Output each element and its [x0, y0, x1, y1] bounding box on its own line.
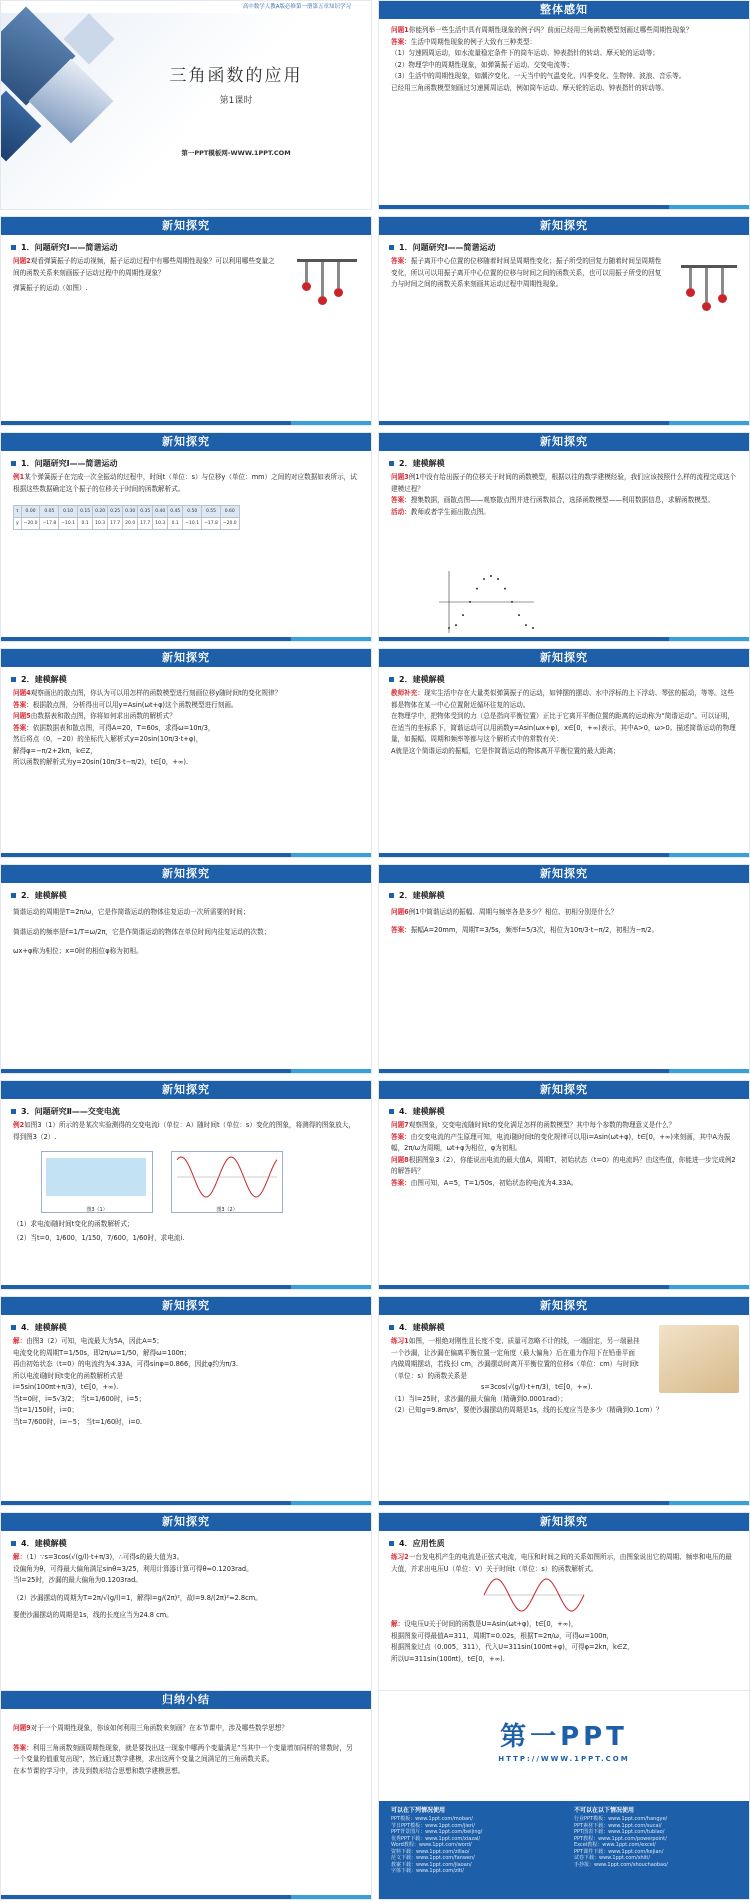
resource-link[interactable]: PPT图表下载：www.1ppt.com/tubiao/	[574, 1829, 665, 1835]
slide-header: 新知探究	[1, 865, 371, 883]
figure-3-2-caption: 图3（2）	[216, 1207, 238, 1213]
phase-definition: ωx+φ称为相位；x=0时的相位φ称为初相。	[13, 947, 143, 955]
section-square-icon	[389, 893, 394, 898]
slide-header: 新知探究	[1, 649, 371, 667]
logo-text: 第一PPT	[500, 1722, 628, 1752]
exercise-1-q2: （2）已知g=9.8m/s²，要使沙漏摆动的周期是1s，线的长度应当是多少（精确到0.1cm）？	[391, 1406, 663, 1414]
site-caption: 第一PPT模板网-WWW.1PPT.COM	[181, 149, 291, 157]
example-1-slide[interactable]	[0, 432, 372, 642]
spring-caption: 弹簧振子的运动（如图）.	[13, 284, 88, 292]
resource-link[interactable]: Word教程：www.1ppt.com/word/	[391, 1842, 472, 1848]
question-6: 问题6例1中简谐运动的振幅、周期与频率各是多少？相位、初相分别是什么？	[391, 908, 618, 916]
exercise-1: 练习1如图，一根绝对刚性且长度不变、质量可忽略不计的线，一端固定，另一端悬挂一个沙漏，让沙漏在偏离平衡位置一定角度（最大偏角）后在重力作用下在铅垂平面内做周期摆动，若线长l cm，沙漏摆动时离开平衡位置的位移s（单位：cm）与时间t（单位：s）的函数关系是	[391, 1337, 640, 1380]
link-panel	[379, 1801, 749, 1899]
solution-line-0: 解：由图3（2）可知，电流最大为5A，因此A=5；	[13, 1337, 164, 1345]
question-8: 问题8根据图象3（2），你能说出电流的最大值A，周期T，初始状态（t=0）的电流吗？由这些值，你能进一步完成例2的解答吗？	[391, 1155, 736, 1175]
resource-link[interactable]: 字体下载：www.1ppt.com/ziti/	[391, 1868, 464, 1874]
example-2: 例2如图3（1）所示的是某次实验测得的交变电流i（单位：A）随时间t（单位：s）变化的图象，将测得的图象放大，得到图3（2）.	[13, 1121, 355, 1141]
figure-3-1	[41, 1151, 153, 1213]
disallowed-column	[574, 1805, 744, 1868]
resource-link[interactable]: 行业PPT模板：www.1ppt.com/hangye/	[574, 1816, 668, 1822]
question-7: 问题7观察图象，交变电流随时间t的变化满足怎样的函数模型？其中每个参数的物理意义是什么？	[391, 1121, 676, 1129]
sine-wave-graph	[172, 1152, 282, 1202]
section-square-icon	[389, 461, 394, 466]
section-square-icon	[389, 677, 394, 682]
slide-header: 新知探究	[379, 217, 749, 235]
section-square-icon	[389, 1541, 394, 1546]
answer-7: 答案：由交变电流的产生原理可知，电流i随时间t的变化规律可以用i=Asin(ωt+φ)，t∈[0，+∞)来刻画，其中A为振幅，2π/ω为周期，ωt+φ为相位，φ为初相。	[391, 1132, 731, 1152]
answer-2: 答案：振子离开中心位置的位移随着时间呈周期性变化；振子所受的回复力随着时间呈周期性变化，所以可以用振子离开中心位置的位移与时间之间的函数关系，也可以用振子所受的回复力与时间之间的函数关系来刻画其运动过程中周期性现象。	[391, 257, 662, 288]
example-1: 例1某个弹簧振子在完成一次全振动的过程中，时间t（单位：s）与位移y（单位：mm）之间的对应数据如表所示，试根据这些数据确定这个振子的位移关于时间的函数解析式。	[13, 473, 357, 493]
exercise-2-sol-4: 所以U=311sin(100πt)，t∈[0，+∞).	[391, 1654, 505, 1663]
table-cell: 0.20	[93, 506, 108, 518]
section-title: 2．建模解模	[389, 674, 739, 685]
scatter-point	[504, 588, 506, 590]
table-row-t	[14, 506, 240, 518]
section-title: 2．建模解模	[389, 458, 739, 469]
answer-5-line-3: 所以函数的解析式为y=20sin(10π/3·t−π/2)，t∈[0，+∞).	[13, 758, 189, 766]
footer-bar	[1, 853, 371, 857]
table-cell: 17.7	[108, 518, 123, 530]
footer-bar	[379, 1069, 749, 1073]
section-square-icon	[11, 245, 16, 250]
section-square-icon	[389, 245, 394, 250]
footer-bar	[379, 205, 749, 209]
table-cell: −10.1	[59, 518, 78, 530]
table-cell: t	[14, 506, 22, 518]
footer-bar	[379, 421, 749, 425]
ppt-credit-slide[interactable]	[378, 1690, 750, 1900]
resource-link[interactable]: 试卷下载：www.1ppt.com/shiti/	[574, 1855, 651, 1861]
answer-3: 答案：搜集数据，画散点图——观察散点图并进行函数拟合，选择函数模型——利用数据信息，求解函数模型。	[391, 496, 715, 504]
scatter-point	[532, 627, 534, 629]
data-table	[13, 505, 240, 530]
resource-link[interactable]: 手抄报：www.1ppt.com/shouchaobao/	[574, 1861, 668, 1868]
answer-line-3: （3）生活中的周期性现象，如潮汐变化、一天当中的气温变化、四季变化、生物钟、波浪、音乐等。	[391, 72, 686, 80]
slide-header: 新知探究	[379, 649, 749, 667]
resource-link[interactable]: PPT课件下载：www.1ppt.com/kejian/	[574, 1848, 664, 1855]
table-cell: 0.15	[78, 506, 93, 518]
footer-bar	[1, 1285, 371, 1289]
modeling-slide-3[interactable]	[378, 648, 750, 858]
solution-line-2: 再由初始状态（t=0）的电流约为4.33A，可得sinφ=0.866，因此φ约为π/3.	[13, 1360, 238, 1368]
solution2-line-1: 解：（1）∵s=3cos(√(g/l)·t+π/3)，∴可得s的最大值为3。	[13, 1553, 184, 1561]
solution-line-7: 当t=7/600时，i=−5； 当t=1/60时，i=0.	[13, 1417, 143, 1426]
scatter-point	[476, 588, 478, 590]
table-cell: 10.3	[93, 518, 108, 530]
frequency-definition: 简谐运动的频率是f=1/T=ω/2π，它是作简谐运动的物体在单位时间内往复运动的次数；	[13, 927, 271, 936]
table-cell: 17.7	[138, 518, 153, 530]
table-cell: 0.05	[40, 506, 59, 518]
section-square-icon	[11, 1541, 16, 1546]
section-square-icon	[11, 461, 16, 466]
scatter-point	[497, 578, 499, 580]
table-cell: 0.1	[78, 518, 93, 530]
table-cell: 10.3	[153, 518, 168, 530]
solution2-line-3: 当l=25时，沙漏的最大偏角为0.1203rad。	[13, 1576, 142, 1584]
allowed-links	[391, 1816, 561, 1875]
slide-header: 新知探究	[379, 1297, 749, 1315]
scatter-point	[518, 614, 520, 616]
answer-line-2: （2）物理学中的周期性现象，如弹簧振子运动、交变电流等；	[391, 60, 574, 69]
solution-line-3: 所以电流i随时间t变化的函数解析式是	[13, 1371, 123, 1380]
scatter-point	[469, 601, 471, 603]
solution-line-5: 当t=0时，i=5√3/2； 当t=1/600时，i=5；	[13, 1394, 146, 1403]
slide-header: 新知探究	[379, 1513, 749, 1531]
footer-bar	[1, 1501, 371, 1505]
exercise-2-sol-2: 根据图象可得最值A=311，周期T=0.02s，根据T=2π/ω，可得ω=100π，	[391, 1631, 614, 1640]
solution-line-1: 电流变化的周期T=1/50s，即2π/ω=1/50，解得ω=100π；	[13, 1348, 191, 1357]
table-cell: 0.35	[138, 506, 153, 518]
sandglass-pendulum-illustration	[659, 1325, 739, 1393]
question-9: 问题9对于一个周期性现象，你该如何利用三角函数来刻画？在本节课中，涉及哪些数学思想？	[13, 1724, 288, 1732]
teacher-note: 教师补充：现实生活中存在大量类似弹簧振子的运动，如钟摆的摆动、水中浮标的上下浮动、琴弦的振动，等等。这些都是物体在某一中心位置附近循环往复的运动。	[391, 689, 734, 709]
answer-line-1: （1）匀速圆周运动，如水流量稳定条件下的筒车运动、钟表指针的转动、摩天轮的运动等；	[391, 49, 659, 57]
scatter-point	[448, 627, 450, 629]
scatter-plot-figure	[429, 569, 539, 635]
footer-bar	[1, 1069, 371, 1073]
resource-link[interactable]: 优秀PPT下载：www.1ppt.com/xiazai/	[391, 1835, 481, 1842]
section-title: 1．问题研究Ⅰ——简谐运动	[11, 458, 361, 469]
answer-label: 答案：	[391, 496, 411, 504]
table-cell: −17.8	[40, 518, 59, 530]
scatter-point	[525, 624, 527, 626]
explore-slide-2[interactable]	[378, 216, 750, 426]
answer-5-line-1: 然后将点（0，−20）的坐标代入解析式y=20sin(10π/3·t+φ)，	[13, 735, 203, 743]
table-cell: 0.50	[183, 506, 202, 518]
amplitude-note: A就是这个简谐运动的振幅，它是作简谐运动的物体离开平衡位置的最大距离；	[391, 746, 620, 755]
solution-slide-1[interactable]	[0, 1296, 372, 1506]
table-row-y	[14, 518, 240, 530]
section-square-icon	[11, 1325, 16, 1330]
dense-wave-graph	[42, 1152, 152, 1202]
scatter-point	[511, 601, 513, 603]
lesson-number: 第1课时	[219, 96, 253, 106]
example-label: 例1	[13, 473, 25, 481]
table-cell: 0.00	[21, 506, 40, 518]
resource-link[interactable]: 节日PPT模板：www.1ppt.com/jieri/	[391, 1822, 475, 1829]
table-cell: 0.55	[202, 506, 221, 518]
logo-url: HTTP://WWW.1PPT.COM	[498, 1755, 630, 1763]
disallowed-heading: 不可以在以下情况使用	[574, 1807, 635, 1814]
question-label: 问题1	[391, 26, 409, 34]
task-2: （2）当t=0，1/600，1/150，7/600，1/60时，求电流i.	[13, 1234, 185, 1242]
modeling-slide-2[interactable]	[0, 648, 372, 858]
disallowed-links	[574, 1816, 744, 1868]
answer-5-line-2: 解得φ=−π/2+2kπ，k∈Z，	[13, 746, 97, 755]
answer-label: 答案：	[391, 37, 411, 46]
ac-current-slide[interactable]	[0, 1080, 372, 1290]
resource-link[interactable]: 资料下载：www.1ppt.com/ziliao/	[391, 1848, 470, 1855]
allowed-column	[391, 1805, 561, 1875]
section-square-icon	[11, 893, 16, 898]
answer-intro: 答案：生活中周期性现象的例子大致有三种类型：	[391, 37, 537, 46]
solution-line-4: i=5sin(100πt+π/3)，t∈[0，+∞).	[13, 1383, 119, 1391]
table-cell: −10.1	[183, 518, 202, 530]
footer-bar	[1, 421, 371, 425]
exercise-2-sol-1: 解：设电压U关于时间的函数是U=Asin(ωt+φ)，t∈[0，+∞)，	[391, 1620, 578, 1628]
question-4: 问题4观察画出的散点图，你认为可以用怎样的函数模型进行刻画位移y随时间t的变化规律？	[13, 689, 282, 697]
task-1: （1）求电流i随时间t变化的函数解析式；	[13, 1220, 134, 1228]
solution2-line-2: 设偏角为θ，可得最大偏角满足sinθ=3/25，利用计算器计算可得θ≈0.1203rad。	[13, 1564, 253, 1573]
table-cell: 0.10	[59, 506, 78, 518]
question-label: 问题2	[13, 257, 31, 265]
modeling-slide-6[interactable]	[378, 1080, 750, 1290]
modeling-slide-4[interactable]	[0, 864, 372, 1074]
resource-link[interactable]: 教案下载：www.1ppt.com/jiaoan/	[391, 1861, 472, 1868]
slide-header: 新知探究	[1, 1297, 371, 1315]
section-title: 3．问题研究Ⅱ——交变电流	[11, 1106, 361, 1117]
section-title: 4．应用性质	[389, 1538, 739, 1549]
answer-8: 答案：由图可知，A=5，T=1/50s，初始状态的电流为4.33A。	[391, 1178, 578, 1187]
harmonic-definition: 在物理学中，把物体受到的力（总是指向平衡位置）正比于它离开平衡位置的距离的运动称为“简谐运动”。可以证明，在适当的坐标系下，简谐运动可以用函数y=Asin(ωx+φ)，x∈[0，+∞)表示，其中A>0，ω>0。描述简谐运动的物理量，如振幅、周期和频率等都与这个解析式中的常数有关：	[391, 712, 736, 743]
section-title: 1．问题研究Ⅰ——简谐运动	[389, 242, 739, 253]
slide-header: 新知探究	[1, 433, 371, 451]
period-definition: 简谐运动的周期是T=2π/ω，它是作简谐运动的物体往复运动一次所需要的时间；	[13, 908, 250, 916]
overview-slide[interactable]	[378, 0, 750, 210]
modeling-slide-1[interactable]	[378, 432, 750, 642]
slide-header: 整体感知	[379, 1, 749, 19]
solution2-line-4: （2）沙漏摆动的周期为T=2π/√(g/l)=1，解得l=g/(2π)²，故l=9.8/(2π)²≈2.8cm。	[13, 1593, 262, 1602]
answer-line-4: 已经用三角函数模型刻画过匀速圆周运动，例如筒车运动、摩天轮的运动、钟表指针的转动等。	[391, 83, 668, 92]
scatter-point	[455, 624, 457, 626]
table-cell: 0.40	[153, 506, 168, 518]
table-cell: −20.0	[21, 518, 40, 530]
allowed-heading: 可以在下列情况使用	[391, 1807, 446, 1814]
slide-header: 新知探究	[1, 1081, 371, 1099]
question-2: 问题2观看弹簧振子的运动视频，振子运动过程中有哪些周期性现象？可以利用哪些变量之间的函数关系来刻画振子运动过程中的周期性现象？	[13, 257, 275, 277]
footer-bar	[1, 637, 371, 641]
question-1: 问题1你能列举一些生活中具有周期性现象的例子吗？前面已经用三角函数模型刻画过哪些周期性现象？	[391, 26, 693, 34]
answer-9: 答案：利用三角函数刻画周期性现象，就是要找出这一现象中哪两个变量满足“当其中一个变量增加同样的常数时，另一个变量的值重复出现”，然后通过数学建模，求出这两个变量之间满足的三角函数关系。	[13, 1743, 353, 1763]
table-cell: 20.0	[123, 518, 138, 530]
table-cell: 0.25	[108, 506, 123, 518]
exercise-1-slide[interactable]	[378, 1296, 750, 1506]
exercise-1-q1: （1）当l=25时，求沙漏的最大偏角（精确到0.0001rad）；	[391, 1394, 567, 1403]
activity-label: 活动：	[391, 507, 411, 516]
summary-thought: 在本节课的学习中，涉及到数形结合思想和数学建模思想。	[13, 1766, 185, 1775]
section-title: 2．建模解模	[11, 890, 361, 901]
title-slide[interactable]	[0, 0, 372, 210]
table-cell: 0.30	[123, 506, 138, 518]
spring-oscillator-icon	[681, 265, 745, 325]
answer-4: 答案：根据散点图，分析得出可以用y=Asin(ωt+φ)这个函数模型进行刻画。	[13, 700, 238, 709]
slide-header: 新知探究	[379, 1081, 749, 1099]
question-label: 问题3	[391, 473, 409, 481]
scatter-point	[462, 614, 464, 616]
answer-5: 答案：依据数据表和散点图，可得A=20，T=60s，求得ω=10π/3，	[13, 723, 215, 732]
section-square-icon	[389, 1109, 394, 1114]
exercise-1-formula: s=3cos(√(g/l)·t+π/3)，t∈[0，+∞).	[481, 1383, 593, 1391]
scatter-point	[490, 575, 492, 577]
spring-oscillator-icon	[297, 259, 367, 319]
resource-link[interactable]: 范文下载：www.1ppt.com/fanwen/	[391, 1855, 475, 1861]
table-cell: 0.45	[168, 506, 183, 518]
activity: 活动：教师或者学生画出散点图。	[391, 507, 490, 516]
figure-3-1-caption: 图3（1）	[86, 1207, 108, 1213]
slide-header: 新知探究	[379, 865, 749, 883]
explore-slide-1[interactable]	[0, 216, 372, 426]
footer-bar	[1, 1895, 371, 1899]
section-title: 4．建模解模	[389, 1322, 739, 1333]
resource-link[interactable]: Excel教程：www.1ppt.com/excel/	[574, 1842, 656, 1848]
modeling-slide-5[interactable]	[378, 864, 750, 1074]
footer-bar	[379, 637, 749, 641]
answer-6: 答案：振幅A=20mm，周期T=3/5s，频率f=5/3次，相位为10π/3·t−π/2，初相为−π/2。	[391, 925, 659, 934]
footer-bar	[379, 1501, 749, 1505]
voltage-sine-graph	[479, 1575, 589, 1615]
resource-link[interactable]: PPT背景图片：www.1ppt.com/beijing/	[391, 1829, 483, 1835]
section-title: 2．建模解模	[11, 674, 361, 685]
solution-line-6: 当t=1/150时，i=0；	[13, 1406, 79, 1414]
section-square-icon	[11, 677, 16, 682]
section-title: 4．建模解模	[389, 1106, 739, 1117]
slide-header: 新知探究	[1, 1513, 371, 1531]
scatter-point	[483, 578, 485, 580]
exercise-2: 练习2一台发电机产生的电流是正弦式电流，电压和时间之间的关系如图所示，由图象说出它的周期、频率和电压的最大值，并求出电压U（单位：V）关于时间t（单位：s）的函数解析式。	[391, 1553, 732, 1573]
question-3: 问题3例1中没有给出振子的位移关于时间的函数模型，根据以往的数学建模经验，我们应该按照什么样的流程完成这个建模过程？	[391, 473, 737, 493]
footer-bar	[379, 853, 749, 857]
table-cell: −17.8	[202, 518, 221, 530]
ppt-logo[interactable]	[439, 1716, 689, 1763]
table-cell: 0.60	[220, 506, 239, 518]
solution2-line-5: 要使沙漏摆动的周期是1s，线的长度应当为24.8 cm。	[13, 1611, 173, 1619]
section-square-icon	[11, 1109, 16, 1114]
exercise-2-sol-3: 根据图象过点（0.005，311），代入U=311sin(100πt+φ)，可得φ=2kπ，k∈Z，	[391, 1643, 634, 1651]
slide-header: 归纳小结	[1, 1691, 371, 1709]
table-cell: 0.1	[168, 518, 183, 530]
slide-header: 新知探究	[379, 433, 749, 451]
section-square-icon	[389, 1325, 394, 1330]
table-cell: −20.0	[220, 518, 239, 530]
footer-bar	[379, 1285, 749, 1289]
section-title: 1．问题研究Ⅰ——简谐运动	[11, 242, 361, 253]
section-title: 2．建模解模	[389, 890, 739, 901]
section-title: 4．建模解模	[11, 1538, 361, 1549]
slide-header: 新知探究	[1, 217, 371, 235]
section-title: 4．建模解模	[11, 1322, 361, 1333]
resource-link[interactable]: PPT素材下载：www.1ppt.com/sucai/	[574, 1822, 662, 1829]
table-cell: y	[14, 518, 22, 530]
question-5: 问题5由数据表和散点图，你将如何求出函数的解析式？	[13, 712, 176, 720]
resource-link[interactable]: PPT模板：www.1ppt.com/moban/	[391, 1816, 473, 1822]
page-title: 三角函数的应用	[169, 66, 303, 86]
resource-link[interactable]: PPT教程：www.1ppt.com/powerpoint/	[574, 1835, 667, 1842]
answer-label: 答案：	[391, 257, 411, 265]
summary-slide[interactable]	[0, 1690, 372, 1900]
top-caption: 高中数学人教A版必修第一册第五章知识学习	[1, 1, 371, 13]
figure-3-2	[171, 1151, 283, 1213]
